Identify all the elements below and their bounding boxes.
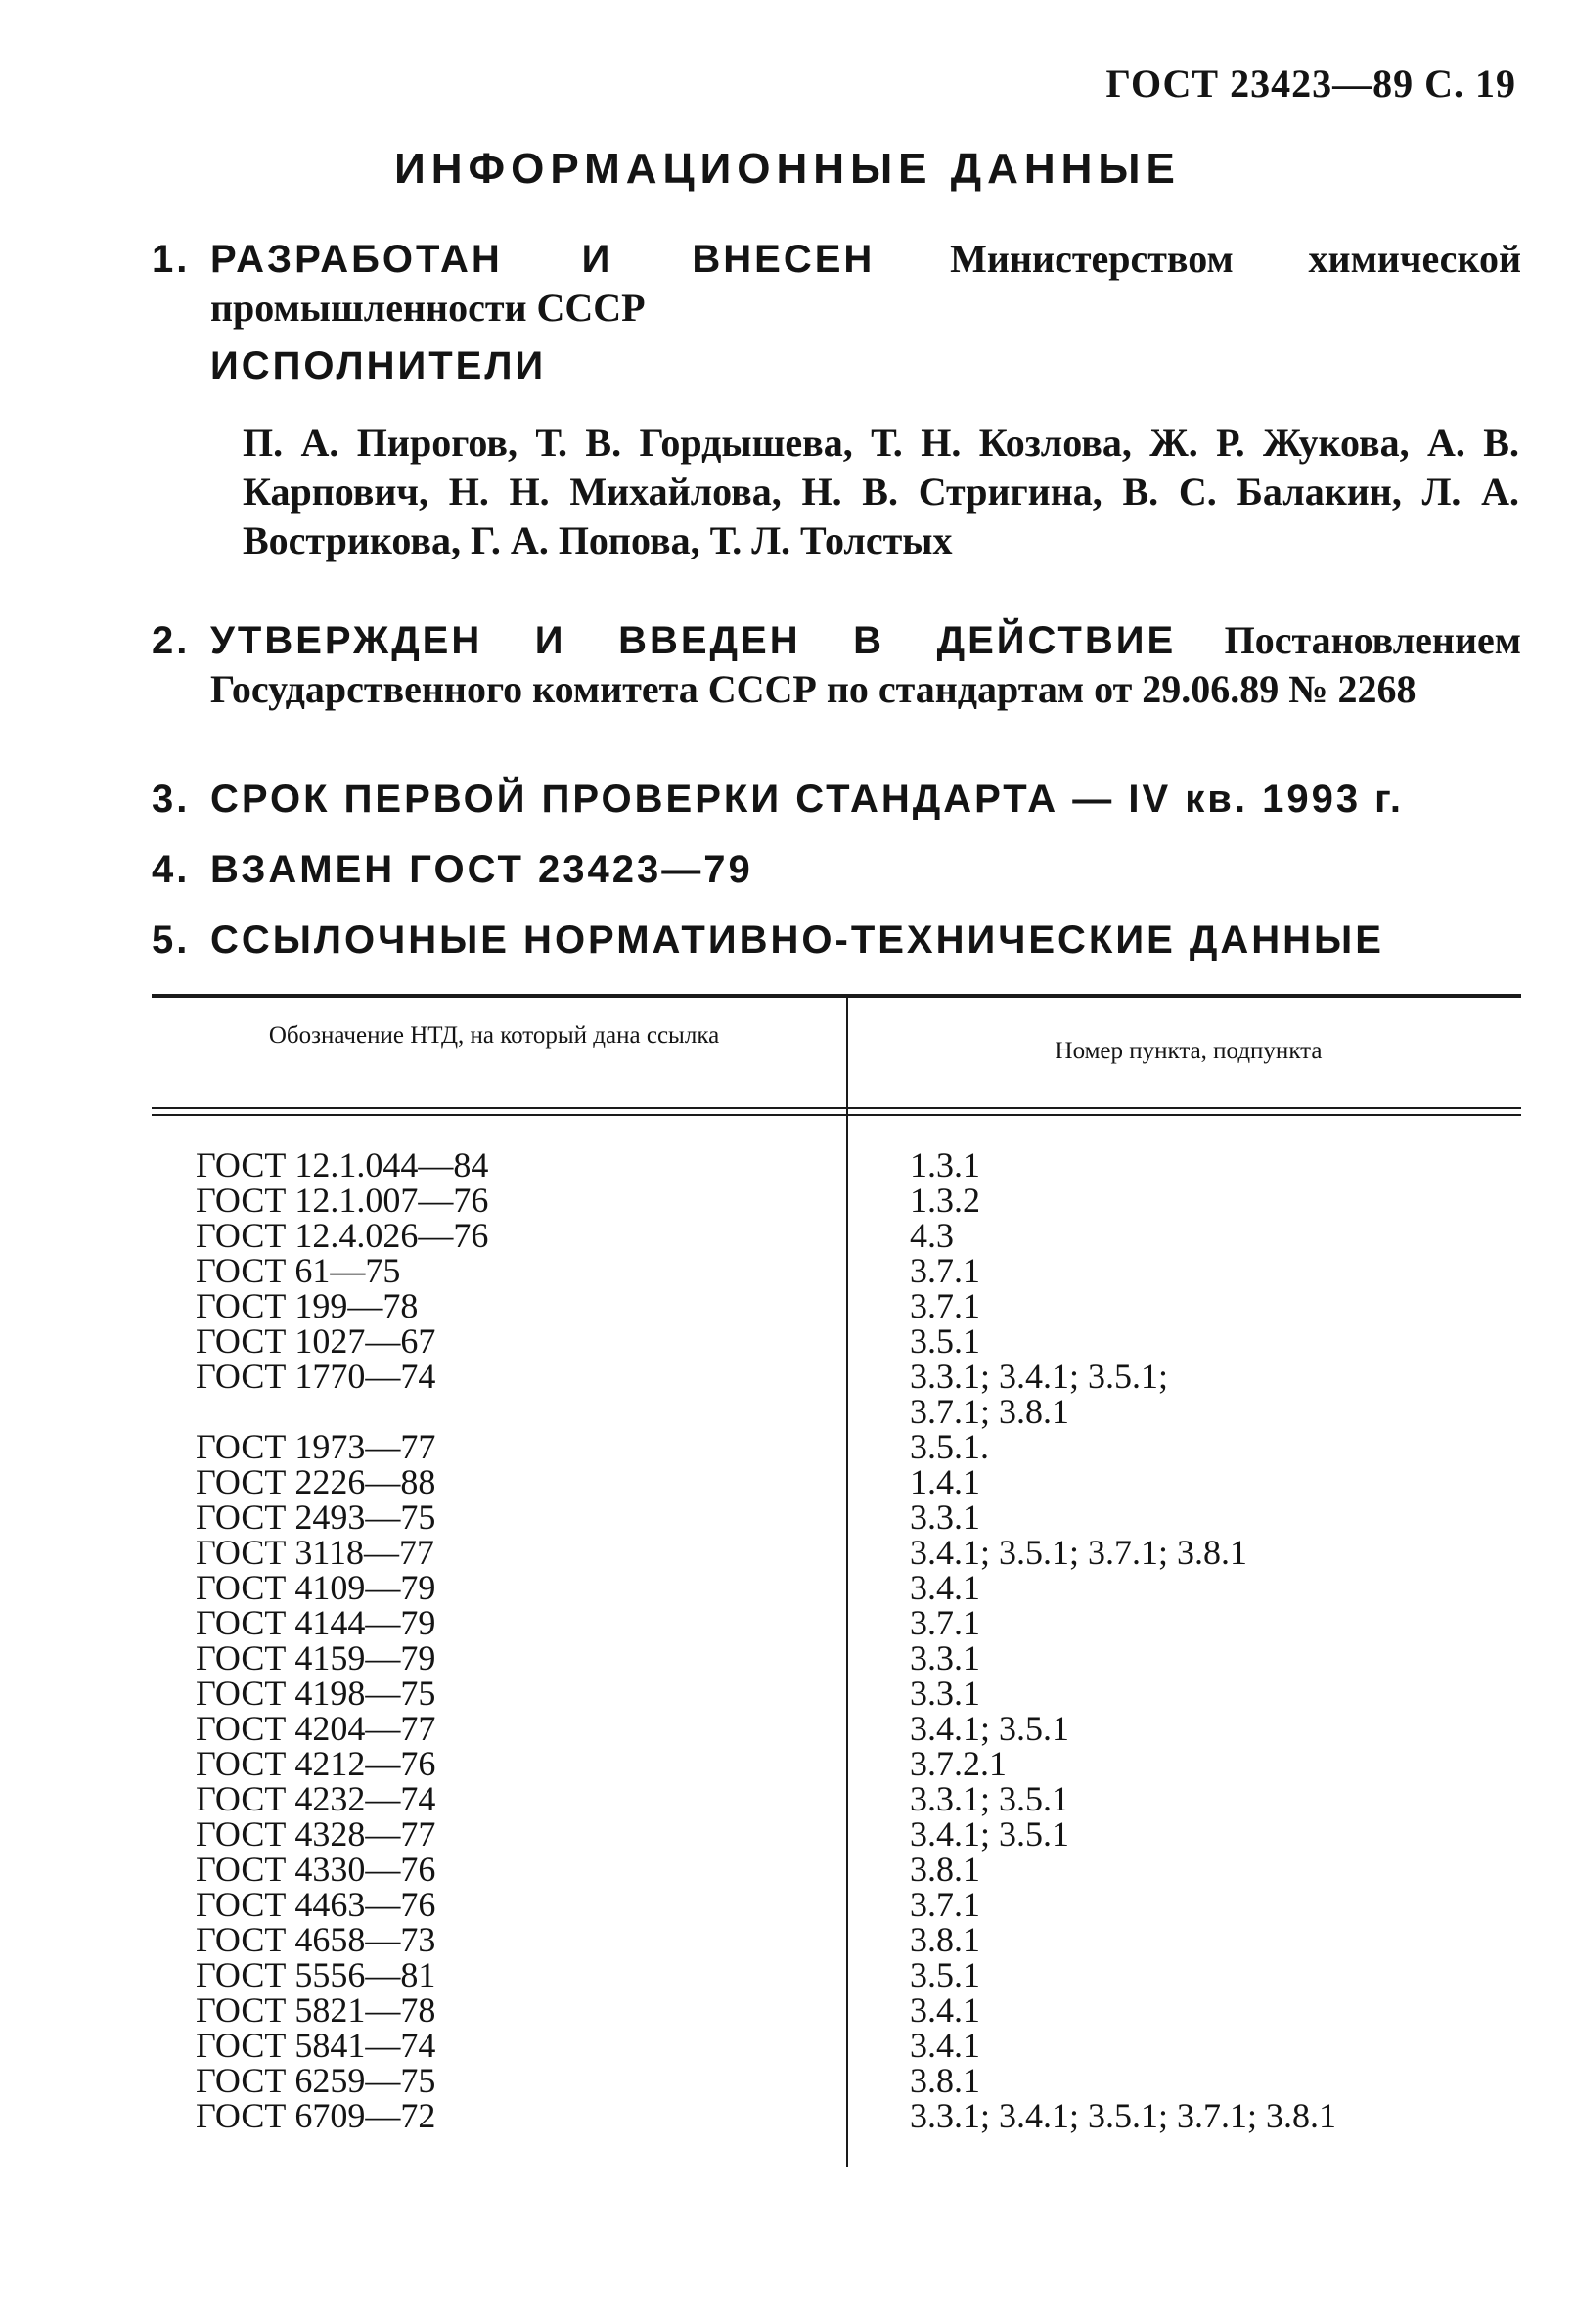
- section-4: [152, 845, 1521, 894]
- table-row: [152, 1147, 1521, 1183]
- standard-designation: ГОСТ 4658—73: [196, 1920, 436, 1959]
- standard-designation: ГОСТ 1027—67: [196, 1321, 436, 1361]
- clause-numbers: 3.7.1: [910, 1603, 980, 1642]
- table-header-designation: Обозначение НТД, на который дана ссылка: [268, 1022, 720, 1049]
- standard-designation: ГОСТ 4109—79: [196, 1568, 436, 1607]
- table-row: [152, 1922, 1521, 1957]
- standard-designation: ГОСТ 2226—88: [196, 1462, 436, 1501]
- table-row: [152, 1288, 1521, 1323]
- clause-numbers: 3.5.1: [910, 1321, 980, 1361]
- table-row: [152, 1816, 1521, 1852]
- table-row: [152, 2028, 1521, 2063]
- section-number: 4.: [152, 848, 191, 891]
- table-row: [152, 1957, 1521, 1992]
- section-2: [152, 616, 1521, 714]
- clause-numbers: 1.4.1: [910, 1462, 980, 1501]
- clause-numbers: 3.8.1: [910, 1920, 980, 1959]
- clause-numbers: 3.4.1: [910, 2026, 980, 2065]
- standard-designation: ГОСТ 12.4.026—76: [196, 1216, 489, 1255]
- clause-numbers: 3.3.1: [910, 1638, 980, 1677]
- clause-numbers: 3.7.1: [910, 1885, 980, 1924]
- table-header-clause: Номер пункта, подпункта: [1055, 1038, 1323, 1064]
- clause-numbers: 3.5.1.: [910, 1427, 989, 1466]
- clause-numbers: 3.3.1; 3.5.1: [910, 1779, 1070, 1818]
- clause-numbers: 1.3.1: [910, 1145, 980, 1184]
- clause-numbers: 3.3.1: [910, 1497, 980, 1537]
- table-row: [152, 1992, 1521, 2028]
- table-row: [152, 1535, 1521, 1570]
- section-number: 5.: [152, 918, 191, 961]
- standard-designation: ГОСТ 6259—75: [196, 2061, 436, 2100]
- section-1: [152, 235, 1521, 333]
- section-text: Постановлением Государственного комитета СССР по стандартам от 29.06.89 № 2268: [210, 618, 1522, 711]
- standard-designation: ГОСТ 4159—79: [196, 1638, 436, 1677]
- section-heading: СРОК ПЕРВОЙ ПРОВЕРКИ СТАНДАРТА — IV кв. 1993 г.: [210, 778, 1404, 821]
- page-header: ГОСТ 23423—89 С. 19: [1105, 62, 1516, 106]
- table-row: [152, 1746, 1521, 1781]
- section-text: Министерством химической промышленности СССР: [210, 237, 1521, 330]
- standard-designation: ГОСТ 5821—78: [196, 1990, 436, 2030]
- clause-numbers: 3.4.1: [910, 1568, 980, 1607]
- table-row: [152, 1605, 1521, 1640]
- standard-designation: ГОСТ 12.1.007—76: [196, 1181, 489, 1220]
- table-row: [152, 1711, 1521, 1746]
- standard-designation: ГОСТ 6709—72: [196, 2096, 436, 2135]
- table-row: [152, 1887, 1521, 1922]
- table-row: [152, 1253, 1521, 1288]
- standard-designation: ГОСТ 61—75: [196, 1251, 401, 1290]
- section-heading: УТВЕРЖДЕН И ВВЕДЕН В ДЕЙСТВИЕ: [210, 619, 1177, 662]
- table-row: [152, 1359, 1521, 1429]
- clause-numbers: 3.4.1; 3.5.1: [910, 1709, 1070, 1748]
- clause-numbers: 3.8.1: [910, 2061, 980, 2100]
- clause-numbers: 3.7.1: [910, 1286, 980, 1325]
- section-heading: ВЗАМЕН ГОСТ 23423—79: [210, 848, 753, 891]
- section-number: 1.: [152, 238, 191, 281]
- clause-numbers: 3.7.2.1: [910, 1744, 1007, 1783]
- section-heading: РАЗРАБОТАН И ВНЕСЕН: [210, 238, 876, 281]
- clause-numbers: 3.3.1; 3.4.1; 3.5.1; 3.7.1; 3.8.1: [910, 2096, 1337, 2135]
- table-row: [152, 1218, 1521, 1253]
- section-number: 3.: [152, 778, 191, 821]
- standard-designation: ГОСТ 4463—76: [196, 1885, 436, 1924]
- table-row: [152, 2098, 1521, 2133]
- standard-designation: ГОСТ 1973—77: [196, 1427, 436, 1466]
- table-body: [152, 1147, 1521, 2133]
- clause-numbers: 3.4.1; 3.5.1: [910, 1814, 1070, 1854]
- standard-designation: ГОСТ 2493—75: [196, 1497, 436, 1537]
- table-row: [152, 1499, 1521, 1535]
- standard-designation: ГОСТ 4144—79: [196, 1603, 436, 1642]
- performers-heading: ИСПОЛНИТЕЛИ: [210, 344, 547, 387]
- table-header-rule-1: [152, 1107, 1521, 1109]
- standard-designation: ГОСТ 1770—74: [196, 1357, 436, 1396]
- clause-numbers: 3.7.1: [910, 1251, 980, 1290]
- table-row: [152, 1570, 1521, 1605]
- standard-designation: ГОСТ 4232—74: [196, 1779, 436, 1818]
- standard-designation: ГОСТ 5556—81: [196, 1955, 436, 1994]
- section-heading: ССЫЛОЧНЫЕ НОРМАТИВНО-ТЕХНИЧЕСКИЕ ДАННЫЕ: [210, 918, 1384, 961]
- clause-numbers: 3.8.1: [910, 1850, 980, 1889]
- table-row: [152, 1781, 1521, 1816]
- standard-designation: ГОСТ 199—78: [196, 1286, 419, 1325]
- clause-numbers: 4.3: [910, 1216, 954, 1255]
- standard-designation: ГОСТ 4198—75: [196, 1674, 436, 1713]
- table-row: [152, 1429, 1521, 1464]
- clause-numbers: 1.3.2: [910, 1181, 980, 1220]
- section-5: [152, 916, 1521, 964]
- standard-designation: ГОСТ 4204—77: [196, 1709, 436, 1748]
- standard-designation: ГОСТ 4328—77: [196, 1814, 436, 1854]
- standard-designation: ГОСТ 5841—74: [196, 2026, 436, 2065]
- table-row: [152, 1852, 1521, 1887]
- table-header-rule-2: [152, 1114, 1521, 1116]
- section-number: 2.: [152, 619, 191, 662]
- clause-numbers: 3.4.1: [910, 1990, 980, 2030]
- clause-numbers: 3.3.1: [910, 1674, 980, 1713]
- document-title: ИНФОРМАЦИОННЫЕ ДАННЫЕ: [394, 145, 1181, 193]
- standard-designation: ГОСТ 3118—77: [196, 1533, 435, 1572]
- section-3: [152, 775, 1521, 824]
- table-row: [152, 1640, 1521, 1676]
- standard-designation: ГОСТ 4330—76: [196, 1850, 436, 1889]
- table-row: [152, 1676, 1521, 1711]
- reference-table: [152, 994, 1521, 2265]
- performers-list: П. А. Пирогов, Т. В. Гордышева, Т. Н. Козлова, Ж. Р. Жукова, А. В. Карпович, Н. Н. Михайлова, Н. В. Стригина, В. С. Балакин, Л. А. Вострикова, Г. А. Попова, Т. Л. Толстых: [243, 421, 1519, 562]
- standard-designation: ГОСТ 4212—76: [196, 1744, 436, 1783]
- clause-numbers: 3.3.1; 3.4.1; 3.5.1; 3.7.1; 3.8.1: [910, 1357, 1169, 1431]
- table-row: [152, 1464, 1521, 1499]
- table-top-rule: [152, 994, 1521, 998]
- clause-numbers: 3.4.1; 3.5.1; 3.7.1; 3.8.1: [910, 1533, 1248, 1572]
- standard-designation: ГОСТ 12.1.044—84: [196, 1145, 489, 1184]
- table-row: [152, 1183, 1521, 1218]
- table-row: [152, 1323, 1521, 1359]
- clause-numbers: 3.5.1: [910, 1955, 980, 1994]
- table-row: [152, 2063, 1521, 2098]
